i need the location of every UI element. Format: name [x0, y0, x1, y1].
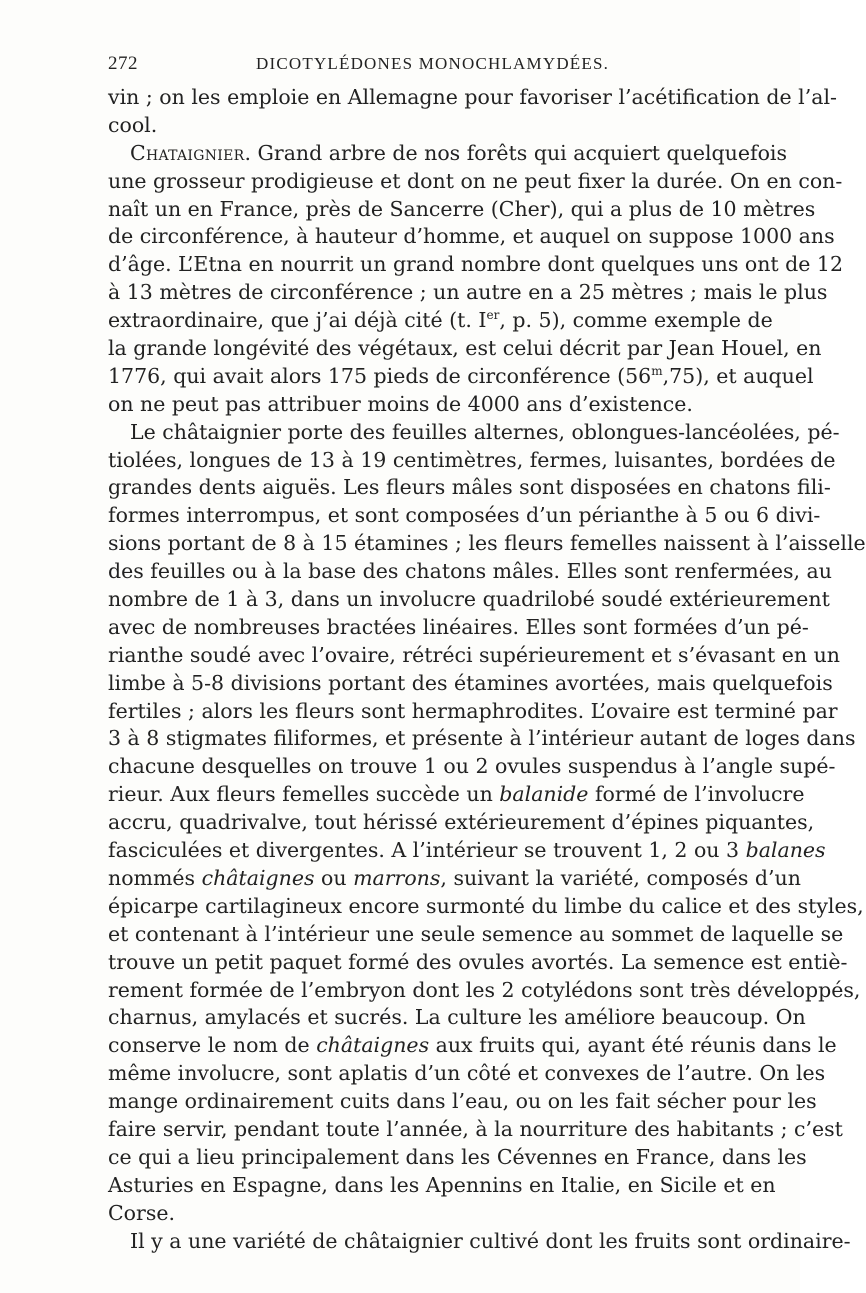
text-line	[108, 251, 844, 279]
line-text: trouve un petit paquet formé des ovules avortés. La semence est entiè-	[108, 949, 848, 974]
line-text: à 13 mètres de circonférence ; un autre en a 25 mètres ; mais le plus	[108, 280, 828, 305]
text-line	[108, 307, 773, 335]
line-text: on ne peut pas attribuer moins de 4000 ans d’existence.	[108, 391, 693, 416]
line-text: tiolées, longues de 13 à 19 centimètres, fermes, luisantes, bordées de	[108, 447, 836, 472]
line-text: chacune desquelles on trouve 1 ou 2 ovules suspendus à l’angle supé-	[108, 754, 836, 779]
page-body	[108, 84, 866, 1255]
line-text: fasciculées et divergentes. A l’intérieur se trouvent 1, 2 ou 3 balanes	[108, 838, 826, 863]
text-line	[108, 140, 787, 168]
line-text: rianthe soudé avec l’ovaire, rétréci supérieurement et s’évasant en un	[108, 642, 840, 667]
text-line	[108, 419, 840, 447]
text-line	[108, 670, 833, 698]
line-text: extraordinaire, que j’ai déjà cité (t. Ier, p. 5), comme exemple de	[108, 308, 773, 333]
line-text: d’âge. L’Etna en nourrit un grand nombre dont quelques uns ont de 12	[108, 252, 844, 277]
line-text: naît un en France, près de Sancerre (Cher), qui a plus de 10 mètres	[108, 196, 816, 221]
line-text: Le châtaignier porte des feuilles alternes, oblongues-lancéolées, pé-	[130, 419, 840, 444]
text-line	[108, 363, 814, 391]
line-text: et contenant à l’intérieur une seule semence au sommet de laquelle se	[108, 921, 844, 946]
text-line	[108, 558, 832, 586]
page-number: 272	[108, 53, 138, 74]
text-line	[108, 474, 831, 502]
text-line	[108, 809, 815, 837]
line-text: une grosseur prodigieuse et dont on ne peut fixer la durée. On en con-	[108, 168, 843, 193]
line-text: nombre de 1 à 3, dans un involucre quadrilobé soudé extérieurement	[108, 587, 830, 612]
line-text: mange ordinairement cuits dans l’eau, ou on les fait sécher pour les	[108, 1089, 817, 1114]
text-line	[108, 586, 830, 614]
line-text: limbe à 5-8 divisions portant des étamines avortées, mais quelquefois	[108, 670, 833, 695]
text-line	[108, 196, 816, 224]
text-line	[108, 1228, 851, 1256]
text-line	[108, 949, 848, 977]
line-text: nommés châtaignes ou marrons, suivant la variété, composés d’un	[108, 865, 801, 890]
line-text: Asturies en Espagne, dans les Apennins en Italie, en Sicile et en	[108, 1172, 776, 1197]
text-line	[108, 893, 864, 921]
entry-headword: Chataignier	[130, 140, 245, 165]
text-line	[108, 223, 835, 251]
line-text: 1776, qui avait alors 175 pieds de circonférence (56$^m$,75), et auquel	[108, 363, 814, 388]
text-line	[108, 168, 843, 196]
text-line	[108, 447, 836, 475]
text-line	[108, 1200, 710, 1228]
text-line	[108, 1060, 826, 1088]
text-line	[108, 614, 809, 642]
line-text: accru, quadrivalve, tout hérissé extérieurement d’épines piquantes,	[108, 810, 815, 835]
line-text: Corse.	[108, 1200, 175, 1225]
line-text: 3 à 8 stigmates filiformes, et présente à l’intérieur autant de loges dans	[108, 726, 856, 751]
line-text: conserve le nom de châtaignes aux fruits qui, ayant été réunis dans le	[108, 1033, 837, 1058]
text-line	[108, 530, 866, 558]
text-line	[108, 335, 822, 363]
line-text: vin ; on les emploie en Allemagne pour favoriser l’acétification de l’al-	[108, 85, 837, 109]
line-text: ce qui a lieu principalement dans les Cévennes en France, dans les	[108, 1144, 807, 1169]
text-line	[108, 1172, 776, 1200]
text-line	[108, 1116, 843, 1144]
line-text: de circonférence, à hauteur d’homme, et auquel on suppose 1000 ans	[108, 224, 835, 249]
line-text: Il y a une variété de châtaignier cultivé dont les fruits sont ordinaire-	[130, 1228, 851, 1253]
line-text: la grande longévité des végétaux, est celui décrit par Jean Houel, en	[108, 336, 822, 361]
text-line	[108, 1032, 837, 1060]
text-line	[108, 921, 844, 949]
text-line	[108, 1144, 807, 1172]
text-line	[108, 977, 861, 1005]
text-line	[108, 725, 856, 753]
line-text: charnus, amylacés et sucrés. La culture les améliore beaucoup. On	[108, 1005, 806, 1030]
line-text: cool.	[108, 112, 158, 137]
text-line	[108, 84, 837, 112]
line-text: avec de nombreuses bractées linéaires. Elles sont formées d’un pé-	[108, 614, 809, 639]
text-line	[108, 865, 801, 893]
line-text: fertiles ; alors les fleurs sont hermaphrodites. L’ovaire est terminé par	[108, 698, 838, 723]
line-text: même involucre, sont aplatis d’un côté et convexes de l’autre. On les	[108, 1061, 826, 1086]
text-line	[108, 112, 710, 140]
line-text: . Grand arbre de nos forêts qui acquiert quelquefois	[244, 140, 787, 165]
text-line	[108, 753, 836, 781]
text-line	[108, 781, 805, 809]
running-title: DICOTYLÉDONES MONOCHLAMYDÉES.	[256, 54, 610, 73]
text-line	[108, 698, 838, 726]
line-text: sions portant de 8 à 15 étamines ; les fleurs femelles naissent à l’aisselle	[108, 531, 866, 556]
text-line	[108, 1004, 806, 1032]
page-header	[108, 50, 708, 80]
text-line	[108, 279, 828, 307]
line-text: des feuilles ou à la base des chatons mâles. Elles sont renfermées, au	[108, 559, 832, 584]
text-line	[108, 391, 710, 419]
line-text: rement formée de l’embryon dont les 2 cotylédons sont très développés,	[108, 977, 861, 1002]
text-line	[108, 502, 821, 530]
text-line	[108, 642, 840, 670]
text-line	[108, 1088, 817, 1116]
line-text: faire servir, pendant toute l’année, à la nourriture des habitants ; c’est	[108, 1116, 843, 1141]
line-text: grandes dents aiguës. Les fleurs mâles sont disposées en chatons fili-	[108, 475, 831, 500]
line-text: formes interrompus, et sont composées d’un périanthe à 5 ou 6 divi-	[108, 503, 821, 528]
line-text: rieur. Aux fleurs femelles succède un balanide formé de l’involucre	[108, 782, 805, 807]
text-line	[108, 837, 826, 865]
line-text: épicarpe cartilagineux encore surmonté du limbe du calice et des styles,	[108, 893, 864, 918]
